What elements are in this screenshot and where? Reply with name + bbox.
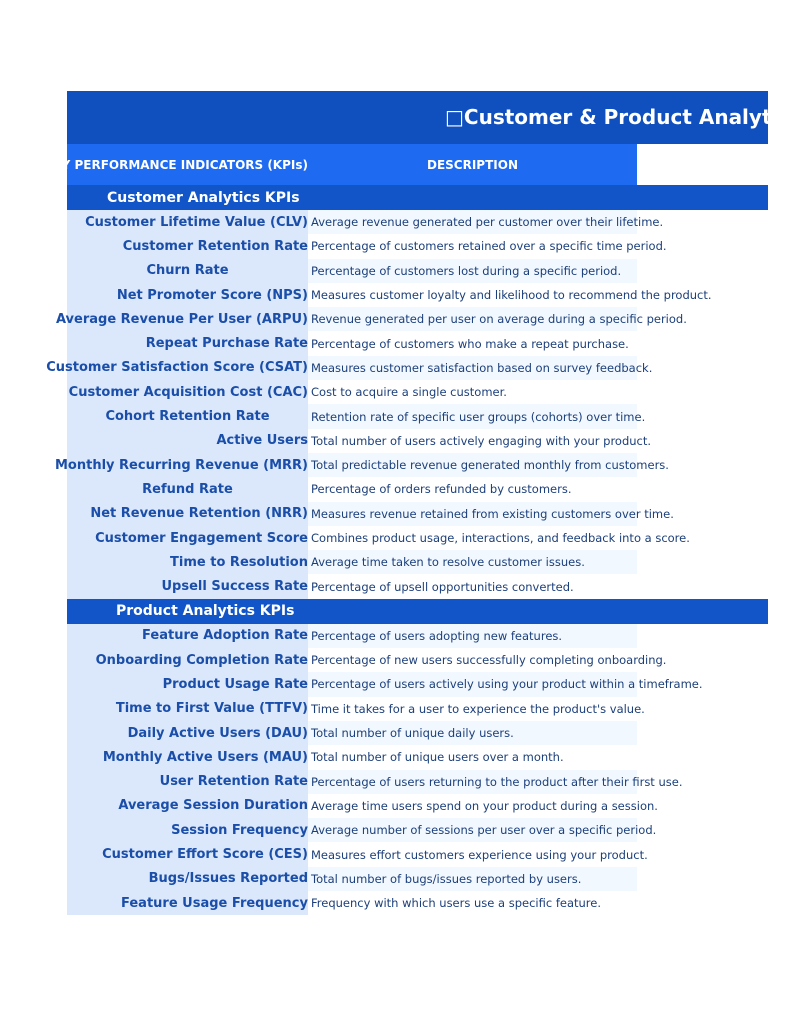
kpi-name-cell — [67, 331, 308, 355]
page-title: □Customer & Product Analytics — [445, 105, 802, 129]
kpi-description-cell: Percentage of orders refunded by customers. — [308, 477, 637, 501]
kpi-name: Refund Rate — [142, 481, 233, 497]
kpi-name-cell — [67, 697, 308, 721]
kpi-name-cell — [67, 210, 308, 234]
kpi-description-cell: Percentage of new users successfully completing onboarding. — [308, 648, 637, 672]
kpi-description-cell: Average number of sessions per user over a specific period. — [308, 818, 637, 842]
header-row — [44, 144, 768, 185]
kpi-name: Churn Rate — [146, 263, 229, 279]
kpi-description-cell: Total number of bugs/issues reported by users. — [308, 867, 637, 891]
kpi-name: Bugs/Issues Reported — [148, 871, 308, 887]
kpi-name-cell — [67, 721, 308, 745]
table-row — [67, 697, 768, 721]
kpi-name: Time to First Value (TTFV) — [115, 701, 308, 717]
table-row — [67, 283, 768, 307]
kpi-name: Average Revenue Per User (ARPU) — [55, 311, 308, 327]
kpi-description-cell: Total number of unique users over a month. — [308, 745, 637, 769]
kpi-name: Repeat Purchase Rate — [145, 336, 308, 352]
kpi-column-header-label: KEY PERFORMANCE INDICATORS (KPIs) — [44, 157, 308, 172]
kpi-name: Customer Retention Rate — [122, 238, 308, 254]
kpi-name: Time to Resolution — [170, 554, 308, 570]
kpi-name: Feature Adoption Rate — [142, 628, 308, 644]
kpi-description-cell: Combines product usage, interactions, and feedback into a score. — [308, 526, 637, 550]
kpi-description-cell: Total number of users actively engaging with your product. — [308, 429, 637, 453]
kpi-name-cell — [46, 356, 308, 380]
kpi-name: Monthly Active Users (MAU) — [102, 749, 308, 765]
kpi-description-cell: Frequency with which users use a specific feature. — [308, 891, 637, 915]
kpi-description-cell: Percentage of upsell opportunities converted. — [308, 574, 637, 598]
kpi-name: Net Revenue Retention (NRR) — [90, 506, 308, 522]
table-row — [67, 745, 768, 769]
kpi-name: User Retention Rate — [159, 774, 308, 790]
kpi-name-cell — [67, 502, 308, 526]
kpi-description-cell: Revenue generated per user on average during a specific period. — [308, 307, 637, 331]
kpi-description-cell: Time it takes for a user to experience the product's value. — [308, 697, 637, 721]
title-bar — [67, 91, 802, 144]
table-row — [67, 259, 768, 283]
kpi-name: Monthly Recurring Revenue (MRR) — [54, 457, 308, 473]
section-header: Product Analytics KPIs — [67, 599, 768, 624]
table-row — [67, 818, 768, 842]
kpi-description-cell: Percentage of customers retained over a specific time period. — [308, 234, 637, 258]
table-row — [54, 453, 768, 477]
table-row — [67, 891, 768, 915]
section-header: Customer Analytics KPIs — [67, 185, 768, 210]
kpi-name: Customer Satisfaction Score (CSAT) — [46, 360, 308, 376]
kpi-description-cell: Retention rate of specific user groups (cohorts) over time. — [308, 404, 637, 428]
kpi-name: Feature Usage Frequency — [121, 895, 308, 911]
kpi-name: Average Session Duration — [118, 798, 308, 814]
kpi-name: Session Frequency — [171, 822, 308, 838]
kpi-description-cell: Measures effort customers experience using your product. — [308, 842, 637, 866]
table-row — [67, 210, 768, 234]
table-row — [67, 867, 768, 891]
table-row — [67, 550, 768, 574]
empty-header-cell — [637, 144, 768, 185]
kpi-name-cell — [67, 648, 308, 672]
kpi-name-cell — [67, 672, 308, 696]
kpi-name-cell — [67, 794, 308, 818]
table-row — [67, 648, 768, 672]
kpi-name-cell — [67, 234, 308, 258]
kpi-description-cell: Total number of unique daily users. — [308, 721, 637, 745]
kpi-name: Cohort Retention Rate — [105, 409, 270, 425]
description-column-header: DESCRIPTION — [308, 144, 637, 185]
table-row — [67, 380, 768, 404]
kpi-name-cell — [54, 453, 308, 477]
kpi-name-cell — [67, 526, 308, 550]
kpi-name: Onboarding Completion Rate — [95, 652, 308, 668]
kpi-name: Product Usage Rate — [162, 676, 308, 692]
kpi-name-cell — [67, 404, 308, 428]
table-row — [67, 842, 768, 866]
table-row — [67, 502, 768, 526]
kpi-name-cell — [67, 429, 308, 453]
kpi-description-cell: Measures customer loyalty and likelihood to recommend the product. — [308, 283, 637, 307]
kpi-name: Customer Engagement Score — [95, 530, 308, 546]
kpi-name: Customer Lifetime Value (CLV) — [85, 214, 308, 230]
kpi-description-cell: Average revenue generated per customer over their lifetime. — [308, 210, 637, 234]
kpi-name-cell — [67, 818, 308, 842]
kpi-description-cell: Percentage of users returning to the product after their first use. — [308, 770, 637, 794]
kpi-name: Customer Effort Score (CES) — [102, 847, 308, 863]
kpi-name-cell — [55, 307, 308, 331]
table-row — [67, 477, 768, 501]
kpi-name-cell — [67, 259, 308, 283]
table-row — [67, 234, 768, 258]
kpi-description-cell: Measures revenue retained from existing customers over time. — [308, 502, 637, 526]
kpi-description-cell: Cost to acquire a single customer. — [308, 380, 637, 404]
kpi-name-cell — [67, 574, 308, 598]
table-row — [67, 794, 768, 818]
kpi-name-cell — [67, 283, 308, 307]
kpi-column-header — [44, 144, 308, 185]
table-row — [67, 770, 768, 794]
kpi-description-cell: Average time taken to resolve customer issues. — [308, 550, 637, 574]
table-row — [67, 331, 768, 355]
table-row — [67, 526, 768, 550]
table-row — [67, 721, 768, 745]
kpi-name: Active Users — [216, 433, 308, 449]
kpi-name-cell — [67, 380, 308, 404]
kpi-name-cell — [67, 867, 308, 891]
kpi-name-cell — [67, 477, 308, 501]
kpi-sheet — [44, 91, 802, 915]
kpi-name: Customer Acquisition Cost (CAC) — [68, 384, 308, 400]
table-row — [46, 356, 768, 380]
kpi-description-cell: Total predictable revenue generated monthly from customers. — [308, 453, 637, 477]
kpi-name: Upsell Success Rate — [161, 579, 308, 595]
kpi-name-cell — [67, 550, 308, 574]
kpi-name-cell — [67, 624, 308, 648]
table-row — [67, 429, 768, 453]
kpi-name: Daily Active Users (DAU) — [127, 725, 308, 741]
table-row — [67, 574, 768, 598]
kpi-description-cell: Average time users spend on your product during a session. — [308, 794, 637, 818]
kpi-name-cell — [67, 842, 308, 866]
kpi-description-cell: Percentage of users actively using your product within a timeframe. — [308, 672, 637, 696]
kpi-name-cell — [67, 745, 308, 769]
table-row — [55, 307, 768, 331]
kpi-description-cell: Percentage of users adopting new features. — [308, 624, 637, 648]
kpi-description-cell: Measures customer satisfaction based on survey feedback. — [308, 356, 637, 380]
kpi-description-cell: Percentage of customers lost during a specific period. — [308, 259, 637, 283]
table-row — [67, 672, 768, 696]
kpi-name-cell — [67, 891, 308, 915]
kpi-name: Net Promoter Score (NPS) — [116, 287, 308, 303]
kpi-name-cell — [67, 770, 308, 794]
kpi-description-cell: Percentage of customers who make a repeat purchase. — [308, 331, 637, 355]
table-row — [67, 624, 768, 648]
table-row — [67, 404, 768, 428]
kpi-table-body — [46, 185, 768, 915]
